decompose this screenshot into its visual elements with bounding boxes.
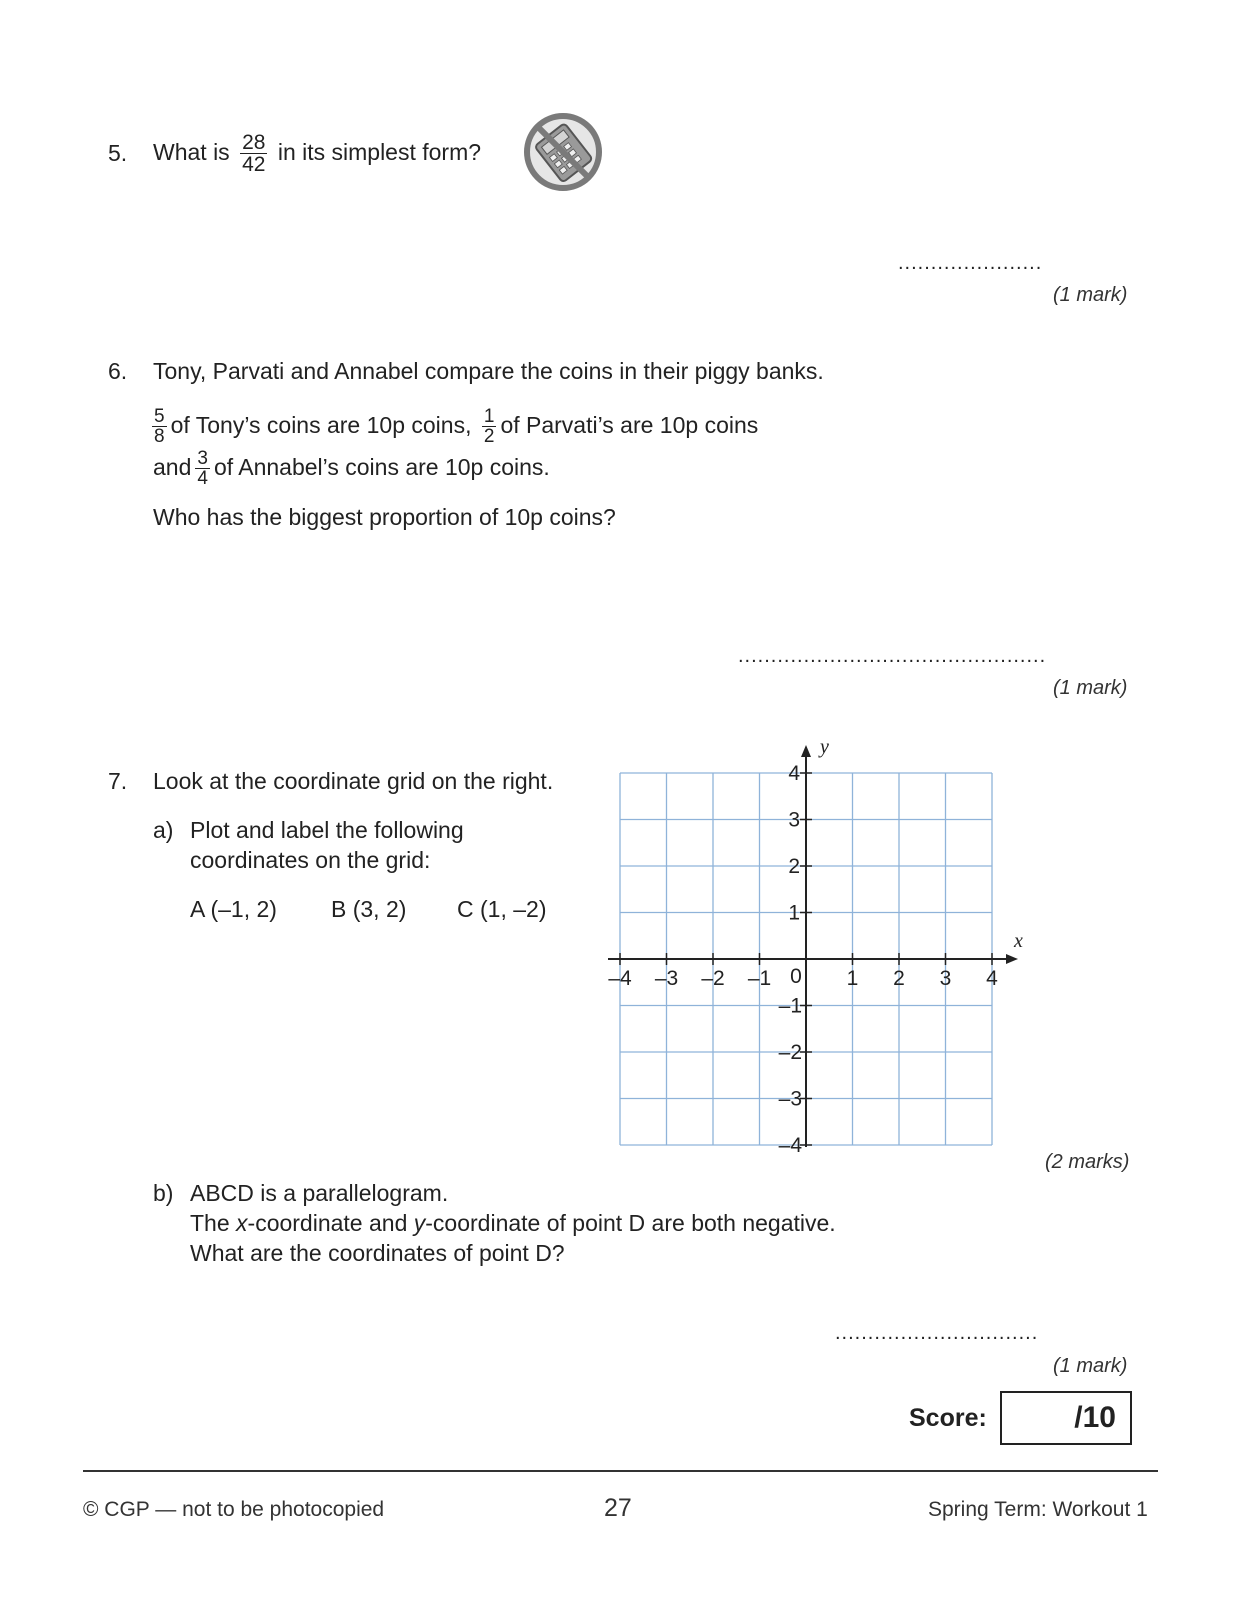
- q7a-label: a): [153, 817, 174, 843]
- q6-line-2: [148, 402, 758, 448]
- footer-section: Spring Term: Workout 1: [928, 1498, 1148, 1521]
- y-tick-label: –2: [778, 1041, 802, 1064]
- q5-frac-den: 42: [242, 153, 266, 177]
- page-number: 27: [604, 1494, 632, 1522]
- q6-number: 6.: [108, 358, 128, 384]
- q6-frac-3: [195, 449, 210, 488]
- y-axis-arrow: [801, 745, 811, 757]
- y-tick-label: 3: [788, 808, 800, 832]
- y-axis-label: y: [820, 736, 829, 758]
- q7a-coord-b: B (3, 2): [331, 896, 407, 922]
- q6-frac-3-den: 4: [197, 468, 208, 490]
- q6-frac-2-den: 2: [483, 426, 495, 448]
- q6-marks: (1 mark): [1053, 677, 1128, 699]
- q7b-label: b): [153, 1180, 174, 1206]
- q6-frac-1-den: 8: [154, 426, 165, 448]
- q7a-coord-a: A (–1, 2): [190, 896, 277, 922]
- y-tick-label: –1: [778, 994, 802, 1018]
- q6-text-3: and: [153, 454, 192, 480]
- q5-suffix: in its simplest form?: [277, 139, 482, 165]
- q7b-line-2-pre: The: [190, 1210, 237, 1236]
- q6-text-4: of Annabel’s coins are 10p coins.: [213, 454, 550, 480]
- q5-frac-num: 28: [242, 131, 266, 155]
- q5-number: 5.: [108, 140, 128, 166]
- x-tick-label: –3: [654, 967, 679, 990]
- q7a-line-2: coordinates on the grid:: [190, 847, 431, 873]
- q6-answer-line[interactable]: ...............................................: [738, 645, 1047, 667]
- y-tick-label: 2: [788, 855, 800, 878]
- q7b-line-2-mid: -coordinate and: [247, 1210, 414, 1236]
- q6-frac-1: [152, 407, 167, 446]
- coordinate-grid[interactable]: [600, 730, 1040, 1160]
- coordinate-grid-svg[interactable]: [600, 730, 1040, 1160]
- q7b-line-3: What are the coordinates of point D?: [190, 1240, 565, 1266]
- q5-marks: (1 mark): [1053, 284, 1128, 306]
- q6-text-1: of Tony’s coins are 10p coins,: [170, 412, 472, 438]
- q6-frac-1-num: 5: [154, 406, 165, 428]
- q6-frac-2: [482, 407, 497, 446]
- q6-question: Who has the biggest proportion of 10p coins?: [153, 504, 616, 530]
- q7b-marks: (1 mark): [1053, 1355, 1128, 1377]
- q5-text: [153, 128, 481, 176]
- x-axis-arrow: [1006, 954, 1018, 964]
- x-tick-label: 2: [893, 967, 905, 990]
- q7-intro: Look at the coordinate grid on the right.: [153, 768, 554, 794]
- q7b-line-2-post: -coordinate of point D are both negative.: [425, 1210, 836, 1236]
- q7a-marks: (2 marks): [1045, 1151, 1130, 1173]
- q5-answer-line[interactable]: ......................: [898, 252, 1043, 274]
- q6-text-2: of Parvati’s are 10p coins: [500, 412, 759, 438]
- no-calculator-icon: [522, 112, 604, 192]
- x-tick-label: 3: [939, 967, 952, 990]
- q6-intro: Tony, Parvati and Annabel compare the coins in their piggy banks.: [153, 358, 824, 384]
- footer-rule: [83, 1470, 1158, 1472]
- y-tick-label: –4: [778, 1134, 802, 1157]
- x-tick-label: –1: [747, 967, 772, 990]
- q6-frac-3-num: 3: [197, 448, 208, 470]
- q7a-coord-c: C (1, –2): [457, 896, 547, 922]
- y-tick-label: –3: [778, 1087, 802, 1111]
- score-box[interactable]: [1000, 1391, 1132, 1445]
- q6-frac-2-num: 1: [483, 406, 495, 428]
- q7b-answer-line[interactable]: ...............................: [835, 1322, 1039, 1344]
- score-value: /10: [1074, 1401, 1116, 1434]
- y-tick-label: 1: [788, 901, 800, 925]
- x-tick-label: 4: [986, 967, 998, 990]
- q7a-line-1: Plot and label the following: [190, 817, 464, 843]
- q7-number: 7.: [108, 768, 128, 794]
- x-tick-label: 1: [846, 967, 859, 990]
- y-tick-label: 4: [788, 762, 800, 785]
- x-tick-label: –2: [701, 967, 725, 990]
- origin-label: 0: [790, 965, 802, 988]
- q5-prefix: What is: [153, 139, 230, 165]
- x-tick-label: –4: [608, 967, 632, 990]
- q7b-line-1: ABCD is a parallelogram.: [190, 1180, 449, 1206]
- q7b-line-2-y: y: [413, 1210, 426, 1236]
- x-axis-label: x: [1014, 930, 1023, 952]
- score-label: Score:: [909, 1404, 987, 1432]
- q5-fraction: [240, 132, 267, 175]
- q6-line-3: [153, 444, 550, 490]
- footer-copyright: © CGP — not to be photocopied: [83, 1498, 385, 1521]
- q7b-line-2: [190, 1208, 836, 1238]
- q7b-line-2-x: x: [236, 1210, 248, 1236]
